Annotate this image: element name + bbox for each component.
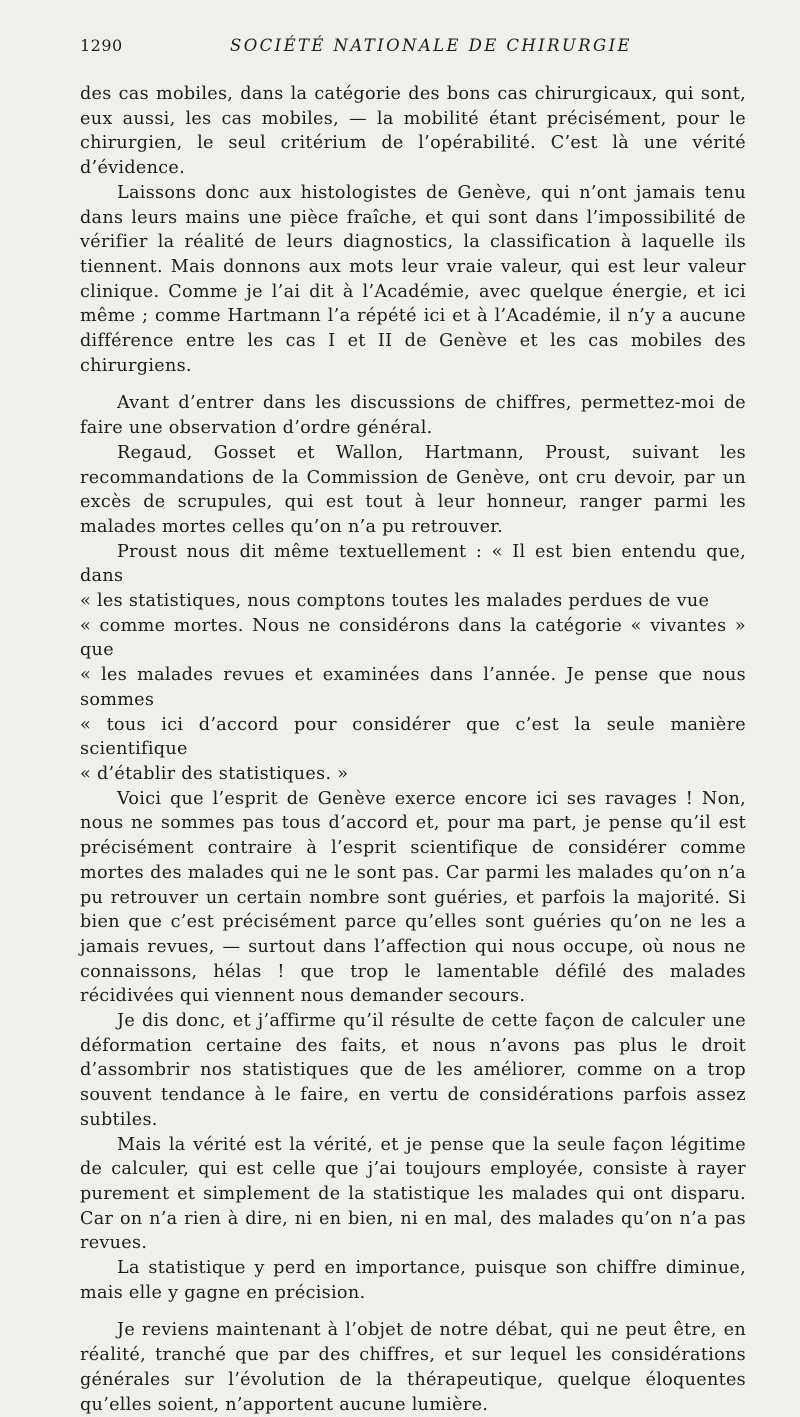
paragraph-2: Laissons donc aux histologistes de Genève, qui n’ont jamais tenu dans leurs mains une pièce fraîche, et qui sont dans l’impossibilité de vérifier la réalité de leurs diagnostics, la classification à laquelle ils tiennent. Mais donnons aux mots leur vraie valeur, qui est leur valeur clinique. Comme je l’ai dit à l’Académie, avec quelque énergie, et ici même ; comme Hartmann l’a répété ici et à l’Académie, il n’y a aucune différence entre les cas I et II de Genève et les cas mobiles des chirurgiens.: [80, 182, 746, 376]
quote-line: « tous ici d’accord pour considérer que c’est la seule manière scientifique: [80, 714, 746, 760]
quote-line: « les statistiques, nous comptons toutes les malades perdues de vue: [80, 591, 710, 612]
paragraph-6: Voici que l’esprit de Genève exerce encore ici ses ravages ! Non, nous ne sommes pas tous d’accord et, pour ma part, je pense qu’il est précisément contraire à l’esprit scientifique de considérer comme mortes des malades qui ne le sont pas. Car parmi les malades qu’on n’a pu retrouver un certain nombre sont guéries, et parfois la majorité. Si bien que c’est précisément parce qu’elles sont guéries qu’on ne les a jamais revues, — surtout dans l’affection qui nous occupe, où nous ne connaissons, hélas ! que trop le lamentable défilé des malades récidivées qui viennent nous demander secours.: [80, 788, 746, 1007]
quotation-block: [80, 589, 746, 787]
paragraph-9: La statistique y perd en importance, puisque son chiffre diminue, mais elle y gagne en précision.: [80, 1258, 746, 1303]
paragraph-10: Je reviens maintenant à l’objet de notre débat, qui ne peut être, en réalité, tranché que par des chiffres, et sur lequel les considérations générales sur l’évolution de la thérapeutique, quelque éloquentes qu’elles soient, n’apportent aucune lumière.: [80, 1320, 746, 1415]
paragraph-7: Je dis donc, et j’affirme qu’il résulte de cette façon de calculer une déformation certaine des faits, et nous n’avons pas plus le droit d’assombrir nos statistiques que de les améliorer, comme on a trop souvent tendance à le faire, en vertu de considérations parfois assez subtiles.: [80, 1011, 746, 1130]
paragraph-4: Regaud, Gosset et Wallon, Hartmann, Proust, suivant les recommandations de la Commission de Genève, ont cru devoir, par un excès de scrupules, qui est tout à leur honneur, ranger parmi les malades mortes celles qu’on n’a pu retrouver.: [80, 442, 746, 537]
paragraph-8: Mais la vérité est la vérité, et je pense que la seule façon légitime de calculer, qui est celle que j’ai toujours employée, consiste à rayer purement et simplement de la statistique les malades qui ont disparu. Car on n’a rien à dire, ni en bien, ni en mal, des malades qu’on n’a pas revues.: [80, 1134, 746, 1254]
running-title: SOCIÉTÉ NATIONALE DE CHIRURGIE: [230, 36, 632, 55]
paragraph-5: Proust nous dit même textuellement : « Il est bien entendu que, dans: [80, 541, 746, 587]
page-header: [80, 36, 746, 60]
paragraph-1: des cas mobiles, dans la catégorie des bons cas chirurgicaux, qui sont, eux aussi, les cas mobiles, — la mobilité étant précisément, pour le chirurgien, le seul critérium de l’opérabilité. C’est là une vérité d’évidence.: [80, 84, 746, 179]
quote-line: « les malades revues et examinées dans l’année. Je pense que nous sommes: [80, 665, 746, 710]
page-number: 1290: [80, 36, 123, 55]
body-text: [80, 82, 746, 1417]
paragraph-3: Avant d’entrer dans les discussions de chiffres, permettez-moi de faire une observation d’ordre général.: [80, 393, 746, 439]
quote-line: « comme mortes. Nous ne considérons dans la catégorie « vivantes » que: [80, 615, 746, 661]
quote-line: « d’établir des statistiques. »: [80, 763, 349, 784]
